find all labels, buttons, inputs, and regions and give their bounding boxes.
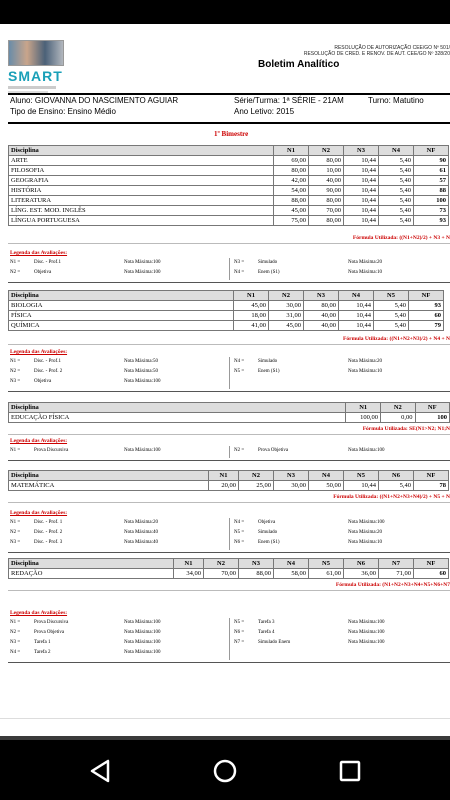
final-grade: 61 [414, 166, 449, 176]
column-header: N2 [239, 471, 274, 481]
grade-cell: 5,40 [379, 186, 414, 196]
grade-cell: 10,44 [344, 216, 379, 226]
section-divider [8, 434, 450, 435]
final-grade: 88 [414, 186, 449, 196]
final-grade: 57 [414, 176, 449, 186]
column-header: N1 [346, 403, 381, 413]
column-header: N1 [174, 559, 204, 569]
grade-cell: 5,40 [379, 481, 414, 491]
grade-cell: 69,00 [274, 156, 309, 166]
legend-description: Disc. - Prof. 1 [34, 520, 63, 525]
legend-item [234, 620, 434, 628]
section-divider [8, 243, 450, 244]
final-grade: 73 [414, 206, 449, 216]
legend-max-grade: Nota Máxima:40 [124, 540, 159, 545]
legend-column-divider [229, 618, 230, 660]
column-header: N3 [304, 291, 339, 301]
grade-cell: 50,00 [309, 481, 344, 491]
grade-cell: 30,00 [274, 481, 309, 491]
column-header: N6 [379, 471, 414, 481]
column-header: N3 [274, 471, 309, 481]
legend-max-grade: Nota Máxima:100 [124, 630, 161, 635]
legend-description: Disc. - Prof. 3 [34, 540, 63, 545]
legend-description: Tarefa 1 [34, 640, 51, 645]
legend-item [234, 540, 434, 548]
column-header: N1 [234, 291, 269, 301]
final-grade: 60 [414, 569, 449, 579]
legend-max-grade: Nota Máxima:100 [348, 640, 385, 645]
grade-cell: 40,00 [304, 321, 339, 331]
legend-code: N2 = [10, 530, 21, 535]
legend-title: Legenda das Avaliações: [10, 250, 68, 256]
grade-cell: 42,00 [274, 176, 309, 186]
legend-code: N3 = [10, 379, 21, 384]
legend-max-grade: Nota Máxima:100 [348, 520, 385, 525]
grades-table [8, 558, 449, 579]
grades-table [8, 290, 444, 331]
final-grade: 93 [409, 301, 444, 311]
table-row [9, 321, 444, 331]
legend-item [234, 260, 434, 268]
grade-cell: 31,00 [269, 311, 304, 321]
table-row [9, 156, 449, 166]
table-header-row [9, 559, 449, 569]
grade-cell: 5,40 [379, 176, 414, 186]
grade-cell: 10,44 [344, 196, 379, 206]
column-header: N2 [309, 146, 344, 156]
legend-max-grade: Nota Máxima:100 [124, 270, 161, 275]
legend-description: Objetiva [34, 270, 52, 275]
logo-photo [8, 40, 64, 66]
legend-item [234, 369, 434, 377]
legend-item [10, 640, 210, 648]
grade-cell: 80,00 [304, 301, 339, 311]
grade-cell: 10,44 [344, 481, 379, 491]
legend-max-grade: Nota Máxima:100 [124, 448, 161, 453]
grade-cell: 20,00 [209, 481, 239, 491]
legend-max-grade: Nota Máxima:100 [124, 379, 161, 384]
legend-max-grade: Nota Máxima:20 [348, 260, 383, 265]
table-header-row [9, 146, 449, 156]
legend-item [234, 448, 434, 456]
grade-cell: 10,44 [339, 321, 374, 331]
grade-cell: 5,40 [374, 311, 409, 321]
legend-description: Enem (S1) [258, 540, 280, 545]
grade-cell: 34,00 [174, 569, 204, 579]
grade-cell: 54,00 [274, 186, 309, 196]
column-header: N6 [344, 559, 379, 569]
recents-square-icon[interactable] [337, 758, 363, 784]
legend-code: N2 = [10, 630, 21, 635]
legend-code: N1 = [10, 620, 21, 625]
legend-code: N7 = [234, 640, 245, 645]
legend-item [10, 270, 210, 278]
legend-bottom-divider [8, 662, 450, 663]
legend-item [234, 640, 434, 648]
legend-code: N3 = [10, 540, 21, 545]
table-row [9, 186, 449, 196]
legend-description: Enem (S1) [258, 369, 280, 374]
grade-cell: 10,44 [344, 206, 379, 216]
legend-description: Simulado [258, 359, 278, 364]
final-grade: 93 [414, 216, 449, 226]
column-header: Disciplina [9, 403, 346, 413]
grades-table [8, 145, 449, 226]
table-row [9, 413, 450, 423]
legend-code: N4 = [234, 520, 245, 525]
legend-column-divider [229, 357, 230, 389]
column-header: N7 [379, 559, 414, 569]
legend-item [10, 650, 210, 658]
formula-text: Fórmula Utilizada: ((N1+N2+N3)/2) + N4 + N [343, 336, 450, 342]
formula-text: Fórmula Utilizada: SE(N1>N2; N1;N [362, 426, 450, 432]
subject-name: FÍSICA [9, 311, 234, 321]
header-divider [8, 93, 450, 95]
legend-description: Tarefa 3 [258, 620, 275, 625]
grade-cell: 18,00 [234, 311, 269, 321]
home-circle-icon[interactable] [212, 758, 238, 784]
legend-description: Disc. - Prof. 2 [34, 369, 63, 374]
legend-max-grade: Nota Máxima:10 [348, 369, 383, 374]
grade-cell: 25,00 [239, 481, 274, 491]
school-year: Ano Letivo: 2015 [234, 107, 295, 116]
legend-title: Legenda das Avaliações: [10, 438, 68, 444]
grade-cell: 70,00 [309, 206, 344, 216]
table-row [9, 206, 449, 216]
table-row [9, 481, 449, 491]
legend-bottom-divider [8, 460, 450, 461]
subject-name: LÍNGUA PORTUGUESA [9, 216, 274, 226]
column-header: N5 [309, 559, 344, 569]
legend-description: Enem (S1) [258, 270, 280, 275]
legend-max-grade: Nota Máxima:50 [124, 359, 159, 364]
grade-cell: 70,00 [204, 569, 239, 579]
column-header: NF [414, 559, 449, 569]
legend-item [10, 520, 210, 528]
legend-description: Prova Objetiva [258, 448, 289, 453]
section-divider [8, 590, 450, 591]
grade-cell: 41,00 [234, 321, 269, 331]
grades-table [8, 402, 450, 423]
section-divider [8, 502, 450, 503]
legend-max-grade: Nota Máxima:100 [124, 260, 161, 265]
column-header: NF [409, 291, 444, 301]
subject-name: FILOSOFIA [9, 166, 274, 176]
final-grade: 90 [414, 156, 449, 166]
legend-description: Disc. - Prof. 2 [34, 530, 63, 535]
legend-column-divider [229, 258, 230, 280]
legend-code: N5 = [234, 369, 245, 374]
legend-code: N4 = [234, 359, 245, 364]
column-header: NF [415, 403, 449, 413]
grade-cell: 10,44 [344, 156, 379, 166]
resolution-line-1: RESOLUÇÃO DE AUTORIZAÇÃO CEE/GO Nº 501/ [334, 45, 450, 51]
legend-item [10, 530, 210, 538]
legend-item [10, 379, 210, 387]
legend-max-grade: Nota Máxima:100 [348, 630, 385, 635]
formula-text: Fórmula Utilizada: ((N1+N2)/2) + N3 + N [352, 235, 450, 241]
legend-bottom-divider [8, 552, 450, 553]
legend-description: Tarefa 4 [258, 630, 275, 635]
table-row [9, 176, 449, 186]
table-header-row [9, 471, 449, 481]
legend-bottom-divider [8, 391, 450, 392]
legend-code: N1 = [10, 359, 21, 364]
legend-item [234, 359, 434, 367]
grade-cell: 40,00 [304, 311, 339, 321]
table-row [9, 301, 444, 311]
column-header: N1 [209, 471, 239, 481]
legend-title: Legenda das Avaliações: [10, 510, 68, 516]
grade-cell: 5,40 [379, 216, 414, 226]
column-header: Disciplina [9, 146, 274, 156]
page-bottom-margin [0, 718, 450, 736]
column-header: Disciplina [9, 471, 209, 481]
legend-column-divider [229, 446, 230, 458]
report-title: Boletim Analítico [258, 59, 340, 70]
legend-code: N3 = [234, 260, 245, 265]
table-header-row [9, 291, 444, 301]
student-shift: Turno: Matutino [368, 96, 424, 105]
grade-cell: 10,44 [344, 176, 379, 186]
grades-table [8, 470, 449, 491]
legend-max-grade: Nota Máxima:10 [348, 270, 383, 275]
legend-code: N2 = [234, 448, 245, 453]
column-header: N2 [269, 291, 304, 301]
grade-cell: 80,00 [274, 166, 309, 176]
final-grade: 60 [409, 311, 444, 321]
grade-cell: 75,00 [274, 216, 309, 226]
legend-item [10, 630, 210, 638]
legend-max-grade: Nota Máxima:100 [124, 620, 161, 625]
column-header: N4 [339, 291, 374, 301]
legend-description: Disc. - Prof.1 [34, 260, 61, 265]
grade-cell: 10,44 [344, 186, 379, 196]
table-row [9, 166, 449, 176]
column-header: NF [414, 146, 449, 156]
legend-item [10, 260, 210, 268]
info-divider [8, 122, 450, 124]
final-grade: 78 [414, 481, 449, 491]
legend-max-grade: Nota Máxima:100 [348, 620, 385, 625]
subject-name: HISTÓRIA [9, 186, 274, 196]
student-class: Série/Turma: 1ª SÉRIE - 21AM [234, 96, 344, 105]
legend-title: Legenda das Avaliações: [10, 610, 68, 616]
final-grade: 79 [409, 321, 444, 331]
legend-max-grade: Nota Máxima:100 [124, 640, 161, 645]
legend-code: N6 = [234, 540, 245, 545]
legend-description: Simulado [258, 260, 278, 265]
logo-text: SMART [8, 68, 63, 84]
legend-column-divider [229, 518, 230, 550]
subject-name: EDUCAÇÃO FÍSICA [9, 413, 346, 423]
grade-cell: 71,00 [379, 569, 414, 579]
grade-cell: 10,44 [339, 311, 374, 321]
legend-description: Simulado Enem [258, 640, 291, 645]
legend-item [234, 520, 434, 528]
grade-cell: 5,40 [379, 166, 414, 176]
legend-item [10, 359, 210, 367]
legend-item [234, 530, 434, 538]
column-header: N3 [239, 559, 274, 569]
legend-description: Disc. - Prof.1 [34, 359, 61, 364]
grade-cell: 100,00 [346, 413, 381, 423]
legend-code: N2 = [10, 369, 21, 374]
legend-description: Prova Discursiva [34, 448, 69, 453]
grade-cell: 45,00 [269, 321, 304, 331]
grade-cell: 45,00 [234, 301, 269, 311]
grade-cell: 61,00 [309, 569, 344, 579]
column-header: N4 [274, 559, 309, 569]
legend-code: N5 = [234, 530, 245, 535]
grade-cell: 45,00 [274, 206, 309, 216]
final-grade: 100 [415, 413, 449, 423]
grade-cell: 5,40 [379, 156, 414, 166]
legend-code: N6 = [234, 630, 245, 635]
legend-max-grade: Nota Máxima:20 [348, 359, 383, 364]
status-bar [0, 0, 450, 24]
grade-cell: 30,00 [269, 301, 304, 311]
subject-name: LITERATURA [9, 196, 274, 206]
legend-item [234, 630, 434, 638]
subject-name: LÍNG. EST. MOD. INGLÊS [9, 206, 274, 216]
legend-max-grade: Nota Máxima:10 [348, 540, 383, 545]
legend-max-grade: Nota Máxima:100 [124, 650, 161, 655]
subject-name: QUÍMICA [9, 321, 234, 331]
legend-max-grade: Nota Máxima:100 [348, 448, 385, 453]
column-header: N5 [374, 291, 409, 301]
column-header: N2 [204, 559, 239, 569]
grade-cell: 5,40 [374, 321, 409, 331]
legend-description: Tarefa 2 [34, 650, 51, 655]
legend-max-grade: Nota Máxima:50 [124, 369, 159, 374]
legend-code: N2 = [10, 270, 21, 275]
column-header: N3 [344, 146, 379, 156]
grade-cell: 40,00 [309, 176, 344, 186]
formula-text: Fórmula Utilizada: (N1+N2+N3+N4+N5+N6+N7 [335, 582, 450, 588]
column-header: N5 [344, 471, 379, 481]
subject-name: MATEMÁTICA [9, 481, 209, 491]
legend-code: N1 = [10, 520, 21, 525]
section-divider [8, 344, 450, 345]
column-header: NF [414, 471, 449, 481]
grade-cell: 10,44 [344, 166, 379, 176]
legend-item [10, 448, 210, 456]
legend-description: Objetiva [34, 379, 52, 384]
grade-cell: 5,40 [379, 206, 414, 216]
legend-code: N3 = [10, 640, 21, 645]
grade-cell: 36,00 [344, 569, 379, 579]
legend-code: N4 = [10, 650, 21, 655]
table-row [9, 569, 449, 579]
grade-cell: 80,00 [309, 196, 344, 206]
grade-cell: 10,44 [339, 301, 374, 311]
legend-item [10, 620, 210, 628]
resolution-line-2: RESOLUÇÃO DE CRED. E RENOV. DE AUT. CEE/GO Nº 328/20 [303, 51, 450, 57]
column-header: N2 [381, 403, 415, 413]
legend-item [234, 270, 434, 278]
table-row [9, 216, 449, 226]
legend-description: Prova Discursiva [34, 620, 69, 625]
grade-cell: 88,00 [274, 196, 309, 206]
legend-max-grade: Nota Máxima:20 [124, 520, 159, 525]
legend-code: N5 = [234, 620, 245, 625]
legend-max-grade: Nota Máxima:20 [348, 530, 383, 535]
grade-cell: 5,40 [374, 301, 409, 311]
subject-name: REDAÇÃO [9, 569, 174, 579]
column-header: N4 [309, 471, 344, 481]
android-nav-bar [0, 740, 450, 800]
legend-code: N4 = [234, 270, 245, 275]
student-name: Aluno: GIOVANNA DO NASCIMENTO AGUIAR [10, 96, 179, 105]
legend-item [10, 540, 210, 548]
subject-name: BIOLOGIA [9, 301, 234, 311]
legend-code: N1 = [10, 260, 21, 265]
legend-title: Legenda das Avaliações: [10, 349, 68, 355]
report-page[interactable] [0, 24, 450, 718]
final-grade: 100 [414, 196, 449, 206]
table-row [9, 196, 449, 206]
legend-item [10, 369, 210, 377]
table-header-row [9, 403, 450, 413]
bimester-title: 1º Bimestre [214, 130, 249, 138]
grade-cell: 0,00 [381, 413, 415, 423]
grade-cell: 58,00 [274, 569, 309, 579]
subject-name: GEOGRAFIA [9, 176, 274, 186]
grade-cell: 90,00 [309, 186, 344, 196]
column-header: N4 [379, 146, 414, 156]
column-header: N1 [274, 146, 309, 156]
column-header: Disciplina [9, 291, 234, 301]
legend-code: N1 = [10, 448, 21, 453]
back-triangle-icon[interactable] [88, 758, 114, 784]
grade-cell: 5,40 [379, 196, 414, 206]
legend-description: Objetiva [258, 520, 276, 525]
legend-max-grade: Nota Máxima:40 [124, 530, 159, 535]
legend-description: Simulado [258, 530, 278, 535]
legend-description: Prova Objetiva [34, 630, 65, 635]
grade-cell: 80,00 [309, 156, 344, 166]
formula-text: Fórmula Utilizada: ((N1+N2+N3+N4)/2) + N5 + N [333, 494, 450, 500]
legend-bottom-divider [8, 282, 450, 283]
subject-name: ARTE [9, 156, 274, 166]
grade-cell: 88,00 [239, 569, 274, 579]
grade-cell: 10,00 [309, 166, 344, 176]
column-header: Disciplina [9, 559, 174, 569]
grade-cell: 80,00 [309, 216, 344, 226]
table-row [9, 311, 444, 321]
education-type: Tipo de Ensino: Ensino Médio [10, 107, 116, 116]
